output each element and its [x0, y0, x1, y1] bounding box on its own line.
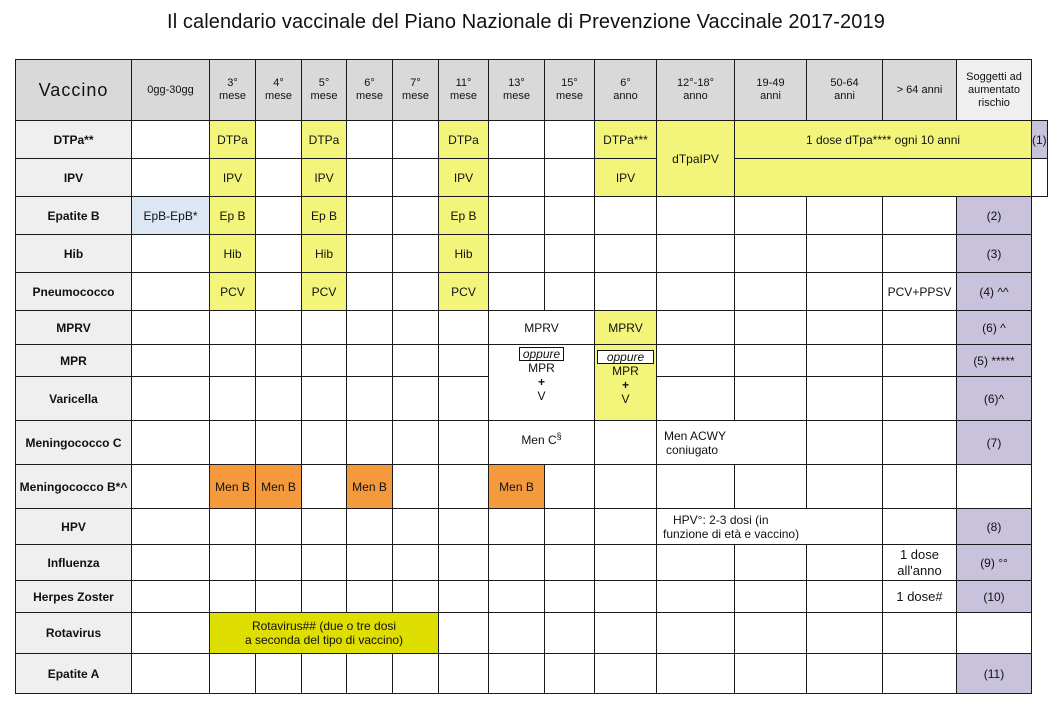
row-dtpa: [16, 121, 1048, 159]
row-label-dtpa: DTPa**: [16, 121, 132, 159]
dose-menc-13-15m: Men C§: [489, 421, 595, 465]
cell: [545, 159, 595, 197]
cell: [347, 197, 393, 235]
cell: [347, 581, 393, 613]
cell: [393, 654, 439, 694]
row-label-mpr: MPR: [16, 345, 132, 377]
header-col-15-mese: 15° mese: [545, 60, 595, 121]
cell: [595, 545, 657, 581]
cell: [807, 581, 883, 613]
cell: [489, 159, 545, 197]
cell: [545, 509, 595, 545]
cell: [256, 654, 302, 694]
header-col-6-mese: 6° mese: [347, 60, 393, 121]
cell: [256, 545, 302, 581]
cell: [735, 377, 807, 421]
cell: [545, 613, 595, 654]
cell: [807, 613, 883, 654]
cell: [735, 311, 807, 345]
cell: [302, 345, 347, 377]
cell: [883, 377, 957, 421]
cell: [347, 509, 393, 545]
dose-dtpa-6y: DTPa***: [595, 121, 657, 159]
calendar-table: [15, 59, 1048, 694]
cell: [302, 581, 347, 613]
header-col-4-mese: 4° mese: [256, 60, 302, 121]
cell: [657, 654, 735, 694]
cell: [393, 121, 439, 159]
cell: [210, 509, 256, 545]
row-label-meningococco-c: Meningococco C: [16, 421, 132, 465]
row-hpv: [16, 509, 1048, 545]
cell: [347, 159, 393, 197]
oppure-label: oppure: [597, 350, 654, 364]
cell: [132, 509, 210, 545]
cell: [256, 581, 302, 613]
cell: [807, 377, 883, 421]
risk-varicella: (6)^: [957, 377, 1032, 421]
cell: [256, 121, 302, 159]
risk-influenza: (9) °°: [957, 545, 1032, 581]
cell: [210, 654, 256, 694]
header-col-risk: Soggetti ad aumentato rischio: [957, 60, 1032, 121]
cell: [347, 273, 393, 311]
page-title: Il calendario vaccinale del Piano Nazionale di Prevenzione Vaccinale 2017-2019: [167, 11, 885, 33]
header-col-19-49-anni: 19-49 anni: [735, 60, 807, 121]
cell: [883, 345, 957, 377]
risk-mpr: (5) *****: [957, 345, 1032, 377]
dose-rotavirus: Rotavirus## (due o tre dosi a seconda del tipo di vaccino): [210, 613, 439, 654]
dose-hib-11m: Hib: [439, 235, 489, 273]
cell: [545, 197, 595, 235]
oppure-label: oppure: [519, 347, 564, 361]
cell: [132, 465, 210, 509]
cell: [256, 273, 302, 311]
dose-dtpaipv-12-18y: dTpaIPV: [657, 121, 735, 197]
cell: [256, 377, 302, 421]
cell: [1032, 159, 1048, 197]
cell: [545, 273, 595, 311]
cell: [807, 421, 883, 465]
risk-hpv: (8): [957, 509, 1032, 545]
dose-dtpa-adult: 1 dose dTpa**** ogni 10 anni: [735, 121, 1032, 159]
dose-menb-6m: Men B: [347, 465, 393, 509]
vaccination-calendar: [15, 59, 1048, 694]
cell: [489, 545, 545, 581]
cell: [302, 654, 347, 694]
cell: [347, 345, 393, 377]
cell: [489, 197, 545, 235]
risk-pneumo: (4) ^^: [957, 273, 1032, 311]
cell: [439, 421, 489, 465]
cell: [210, 311, 256, 345]
cell: [347, 235, 393, 273]
row-influenza: [16, 545, 1048, 581]
cell: [210, 421, 256, 465]
cell: [657, 197, 735, 235]
cell: [439, 377, 489, 421]
cell: [393, 377, 439, 421]
cell: [657, 545, 735, 581]
row-meningococco-c: [16, 421, 1048, 465]
dose-hib-5m: Hib: [302, 235, 347, 273]
cell: [545, 465, 595, 509]
cell: [595, 197, 657, 235]
cell: [735, 235, 807, 273]
cell: [347, 311, 393, 345]
cell: [595, 235, 657, 273]
cell: [393, 159, 439, 197]
cell: [132, 273, 210, 311]
cell: [657, 465, 735, 509]
cell: [657, 235, 735, 273]
dose-flu-over-64: 1 dose all'anno: [883, 545, 957, 581]
dose-ipv-5m: IPV: [302, 159, 347, 197]
cell: [657, 311, 735, 345]
cell: [347, 654, 393, 694]
risk-menc: (7): [957, 421, 1032, 465]
cell: [393, 273, 439, 311]
cell: [393, 197, 439, 235]
cell: [347, 421, 393, 465]
cell: [545, 581, 595, 613]
cell: [657, 377, 735, 421]
dose-dtpa-11m: DTPa: [439, 121, 489, 159]
dose-mpr-v-13-15m: oppure MPR + V: [489, 345, 595, 421]
cell: [439, 545, 489, 581]
risk-dtpa: (1): [1032, 121, 1048, 159]
cell: [489, 654, 545, 694]
cell: [735, 465, 807, 509]
row-label-hpv: HPV: [16, 509, 132, 545]
dose-pcv-11m: PCV: [439, 273, 489, 311]
cell: [439, 465, 489, 509]
cell: [132, 235, 210, 273]
cell: [883, 421, 957, 465]
cell: [595, 581, 657, 613]
row-epatite-a: [16, 654, 1048, 694]
cell: [256, 345, 302, 377]
header-col-5-mese: 5° mese: [302, 60, 347, 121]
row-mpr: [16, 345, 1048, 377]
cell: [132, 345, 210, 377]
cell: [210, 377, 256, 421]
row-meningococco-b: [16, 465, 1048, 509]
dose-epb-5m: Ep B: [302, 197, 347, 235]
row-label-hib: Hib: [16, 235, 132, 273]
dose-ipv-adult-band: [735, 159, 1032, 197]
cell: [347, 545, 393, 581]
cell: [807, 465, 883, 509]
cell: [132, 613, 210, 654]
cell: [302, 465, 347, 509]
cell: [545, 235, 595, 273]
dose-zoster-over-64: 1 dose#: [883, 581, 957, 613]
risk-epa: (11): [957, 654, 1032, 694]
cell: [132, 121, 210, 159]
cell: [807, 545, 883, 581]
cell: [657, 581, 735, 613]
cell: [883, 311, 957, 345]
row-rotavirus: [16, 613, 1048, 654]
cell: [807, 197, 883, 235]
cell: [210, 345, 256, 377]
cell: [957, 465, 1032, 509]
dose-mpr-v-6y: oppure MPR + V: [595, 345, 657, 421]
cell: [957, 613, 1032, 654]
cell: [883, 197, 957, 235]
cell: [347, 121, 393, 159]
cell: [735, 345, 807, 377]
dose-menacwy-12-18y: Men ACWY coniugato: [657, 421, 807, 465]
cell: [807, 345, 883, 377]
cell: [256, 159, 302, 197]
dose-epb-3m: Ep B: [210, 197, 256, 235]
cell: [393, 581, 439, 613]
cell: [489, 613, 545, 654]
cell: [302, 311, 347, 345]
dose-dtpa-3m: DTPa: [210, 121, 256, 159]
dose-dtpa-5m: DTPa: [302, 121, 347, 159]
dose-menb-3m: Men B: [210, 465, 256, 509]
cell: [210, 581, 256, 613]
cell: [132, 654, 210, 694]
cell: [132, 581, 210, 613]
cell: [256, 421, 302, 465]
cell: [132, 421, 210, 465]
row-label-meningococco-b: Meningococco B*^: [16, 465, 132, 509]
cell: [807, 654, 883, 694]
row-label-mprv: MPRV: [16, 311, 132, 345]
row-label-varicella: Varicella: [16, 377, 132, 421]
cell: [545, 121, 595, 159]
cell: [489, 121, 545, 159]
row-label-pneumococco: Pneumococco: [16, 273, 132, 311]
cell: [132, 159, 210, 197]
cell: [256, 197, 302, 235]
header-col-11-mese: 11° mese: [439, 60, 489, 121]
cell: [883, 613, 957, 654]
row-herpes-zoster: [16, 581, 1048, 613]
cell: [256, 509, 302, 545]
cell: [439, 345, 489, 377]
cell: [347, 377, 393, 421]
risk-hib: (3): [957, 235, 1032, 273]
header-col-over-64-anni: > 64 anni: [883, 60, 957, 121]
dose-pcv-ppsv-over-64: PCV+PPSV: [883, 273, 957, 311]
row-mprv: [16, 311, 1048, 345]
cell: [807, 235, 883, 273]
risk-epb: (2): [957, 197, 1032, 235]
dose-epb-birth: EpB-EpB*: [132, 197, 210, 235]
cell: [595, 273, 657, 311]
cell: [657, 613, 735, 654]
header-vaccino: Vaccino: [16, 60, 132, 121]
cell: [883, 465, 957, 509]
cell: [489, 581, 545, 613]
cell: [735, 273, 807, 311]
cell: [735, 197, 807, 235]
dose-menb-13m: Men B: [489, 465, 545, 509]
dose-pcv-5m: PCV: [302, 273, 347, 311]
cell: [489, 235, 545, 273]
cell: [132, 545, 210, 581]
cell: [393, 421, 439, 465]
header-col-0gg-30gg: 0gg-30gg: [132, 60, 210, 121]
header-row: [16, 60, 1048, 121]
cell: [595, 465, 657, 509]
header-col-12-18-anno: 12°-18° anno: [657, 60, 735, 121]
cell: [393, 311, 439, 345]
dose-pcv-3m: PCV: [210, 273, 256, 311]
cell: [883, 509, 957, 545]
cell: [657, 345, 735, 377]
cell: [393, 235, 439, 273]
cell: [132, 311, 210, 345]
row-label-ipv: IPV: [16, 159, 132, 197]
cell: [883, 654, 957, 694]
row-label-herpes-zoster: Herpes Zoster: [16, 581, 132, 613]
cell: [302, 377, 347, 421]
row-label-epatite-a: Epatite A: [16, 654, 132, 694]
cell: [489, 509, 545, 545]
cell: [302, 509, 347, 545]
dose-ipv-11m: IPV: [439, 159, 489, 197]
dose-hib-3m: Hib: [210, 235, 256, 273]
cell: [489, 273, 545, 311]
cell: [807, 311, 883, 345]
row-label-influenza: Influenza: [16, 545, 132, 581]
risk-zoster: (10): [957, 581, 1032, 613]
dose-epb-11m: Ep B: [439, 197, 489, 235]
cell: [657, 273, 735, 311]
cell: [595, 613, 657, 654]
row-epatite-b: [16, 197, 1048, 235]
cell: [256, 311, 302, 345]
row-label-rotavirus: Rotavirus: [16, 613, 132, 654]
cell: [393, 465, 439, 509]
cell: [807, 273, 883, 311]
cell: [256, 235, 302, 273]
header-col-13-mese: 13° mese: [489, 60, 545, 121]
cell: [735, 654, 807, 694]
cell: [883, 235, 957, 273]
cell: [595, 421, 657, 465]
cell: [545, 654, 595, 694]
dose-ipv-6y: IPV: [595, 159, 657, 197]
dose-mprv-6y: MPRV: [595, 311, 657, 345]
cell: [735, 581, 807, 613]
cell: [735, 545, 807, 581]
cell: [393, 545, 439, 581]
cell: [595, 654, 657, 694]
cell: [439, 311, 489, 345]
cell: [439, 654, 489, 694]
cell: [735, 613, 807, 654]
cell: [210, 545, 256, 581]
cell: [545, 545, 595, 581]
risk-mprv: (6) ^: [957, 311, 1032, 345]
cell: [393, 345, 439, 377]
row-pneumococco: [16, 273, 1048, 311]
cell: [393, 509, 439, 545]
cell: [595, 509, 657, 545]
cell: [132, 377, 210, 421]
dose-mprv-13-15m: MPRV: [489, 311, 595, 345]
dose-hpv-12-18y: HPV°: 2-3 dosi (in funzione di età e vaccino): [657, 509, 883, 545]
row-ipv: [16, 159, 1048, 197]
dose-menb-4m: Men B: [256, 465, 302, 509]
cell: [302, 545, 347, 581]
dose-ipv-3m: IPV: [210, 159, 256, 197]
header-col-3-mese: 3° mese: [210, 60, 256, 121]
cell: [439, 581, 489, 613]
row-label-epatite-b: Epatite B: [16, 197, 132, 235]
cell: [439, 613, 489, 654]
header-col-50-64-anni: 50-64 anni: [807, 60, 883, 121]
cell: [439, 509, 489, 545]
header-col-7-mese: 7° mese: [393, 60, 439, 121]
header-col-6-anno: 6° anno: [595, 60, 657, 121]
row-hib: [16, 235, 1048, 273]
cell: [302, 421, 347, 465]
